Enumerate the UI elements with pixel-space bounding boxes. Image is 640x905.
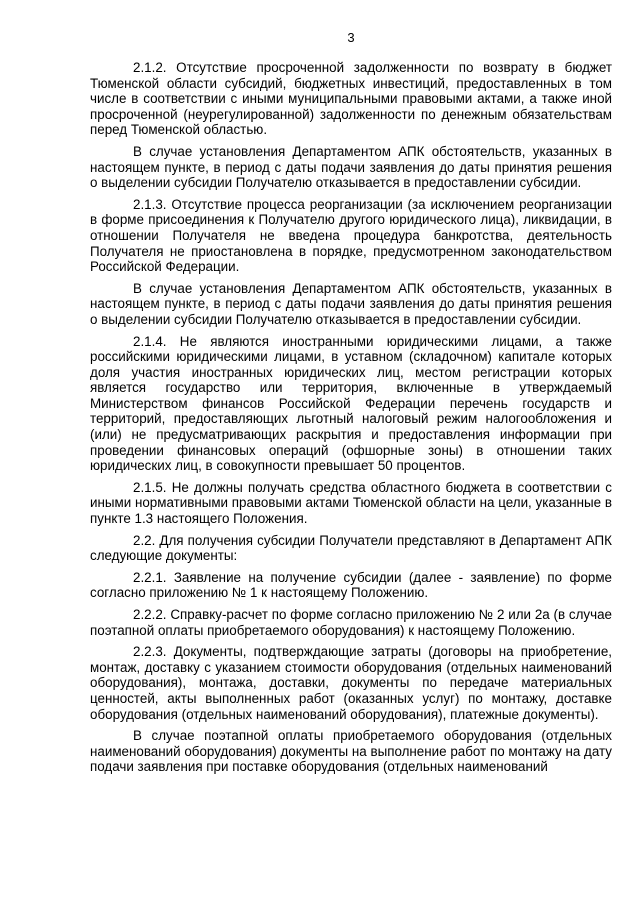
paragraph-2-1-2: 2.1.2. Отсутствие просроченной задолженности по возврату в бюджет Тюменской области субсидий, бюджетных инвестиций, предоставленных в том числе в соответствии с иными муниципальными правовыми актами, а также иной просроченной (неурегулированной) задолженности по денежным обязательствам перед Тюменской областью.: [90, 60, 612, 138]
paragraph-2-1-3-refusal: В случае установления Департаментом АПК обстоятельств, указанных в настоящем пункте, в период с даты подачи заявления до даты принятия решения о выделении субсидии Получателю отказывается в предоставлении субсидии.: [90, 280, 612, 327]
paragraph-2-2-3: 2.2.3. Документы, подтверждающие затраты (договоры на приобретение, монтаж, доставку с указанием стоимости оборудования (отдельных наименований оборудования), монтажа, доставки, документы по передаче материальных ценностей, акты выполненных работ (оказанных услуг) по монтажу, доставке оборудования (отдельных наименований оборудования), платежные документы).: [90, 644, 612, 722]
page-number: 3: [347, 30, 355, 45]
paragraph-2-2-1: 2.2.1. Заявление на получение субсидии (далее - заявление) по форме согласно приложению № 1 к настоящему Положению.: [90, 569, 612, 601]
paragraph-2-1-2-refusal: В случае установления Департаментом АПК обстоятельств, указанных в настоящем пункте, в период с даты подачи заявления до даты принятия решения о выделении субсидии Получателю отказывается в предоставлении субсидии.: [90, 143, 612, 191]
paragraph-2-2-2: 2.2.2. Справку-расчет по форме согласно приложению № 2 или 2а (в случае поэтапной оплаты приобретаемого оборудования) к настоящему Положению.: [90, 607, 612, 638]
paragraph-2-1-3: 2.1.3. Отсутствие процесса реорганизации (за исключением реорганизации в форме присоединения к Получателю другого юридического лица), ликвидации, в отношении Получателя не введена процедура банкротства, деятельность Получателя не приостановлена в порядке, предусмотренном законодательством Российской Федерации.: [90, 196, 612, 275]
paragraph-2-1-5: 2.1.5. Не должны получать средства областного бюджета в соответствии с иными нормативными правовыми актами Тюменской области на цели, указанные в пункте 1.3 настоящего Положения.: [90, 479, 612, 527]
paragraph-2-2: 2.2. Для получения субсидии Получатели представляют в Департамент АПК следующие документы:: [90, 532, 612, 564]
paragraph-staged-payment: В случае поэтапной оплаты приобретаемого оборудования (отдельных наименований оборудования) документы на выполнение работ по монтажу на дату подачи заявления при поставке оборудования (отдельных наименований: [90, 728, 612, 775]
document-page: [90, 30, 612, 781]
paragraph-2-1-4: 2.1.4. Не являются иностранными юридическими лицами, а также российскими юридическими лицами, в уставном (складочном) капитале которых доля участия иностранных юридических лиц, местом регистрации которых является государство или территория, включенные в утверждаемый Министерством финансов Российской Федерации перечень государств и территорий, предоставляющих льготный налоговый режим налогообложения и (или) не предусматривающих раскрытия и предоставления информации при проведении финансовых операций (офшорные зоны) в отношении таких юридических лиц, в совокупности превышает 50 процентов.: [90, 333, 612, 474]
